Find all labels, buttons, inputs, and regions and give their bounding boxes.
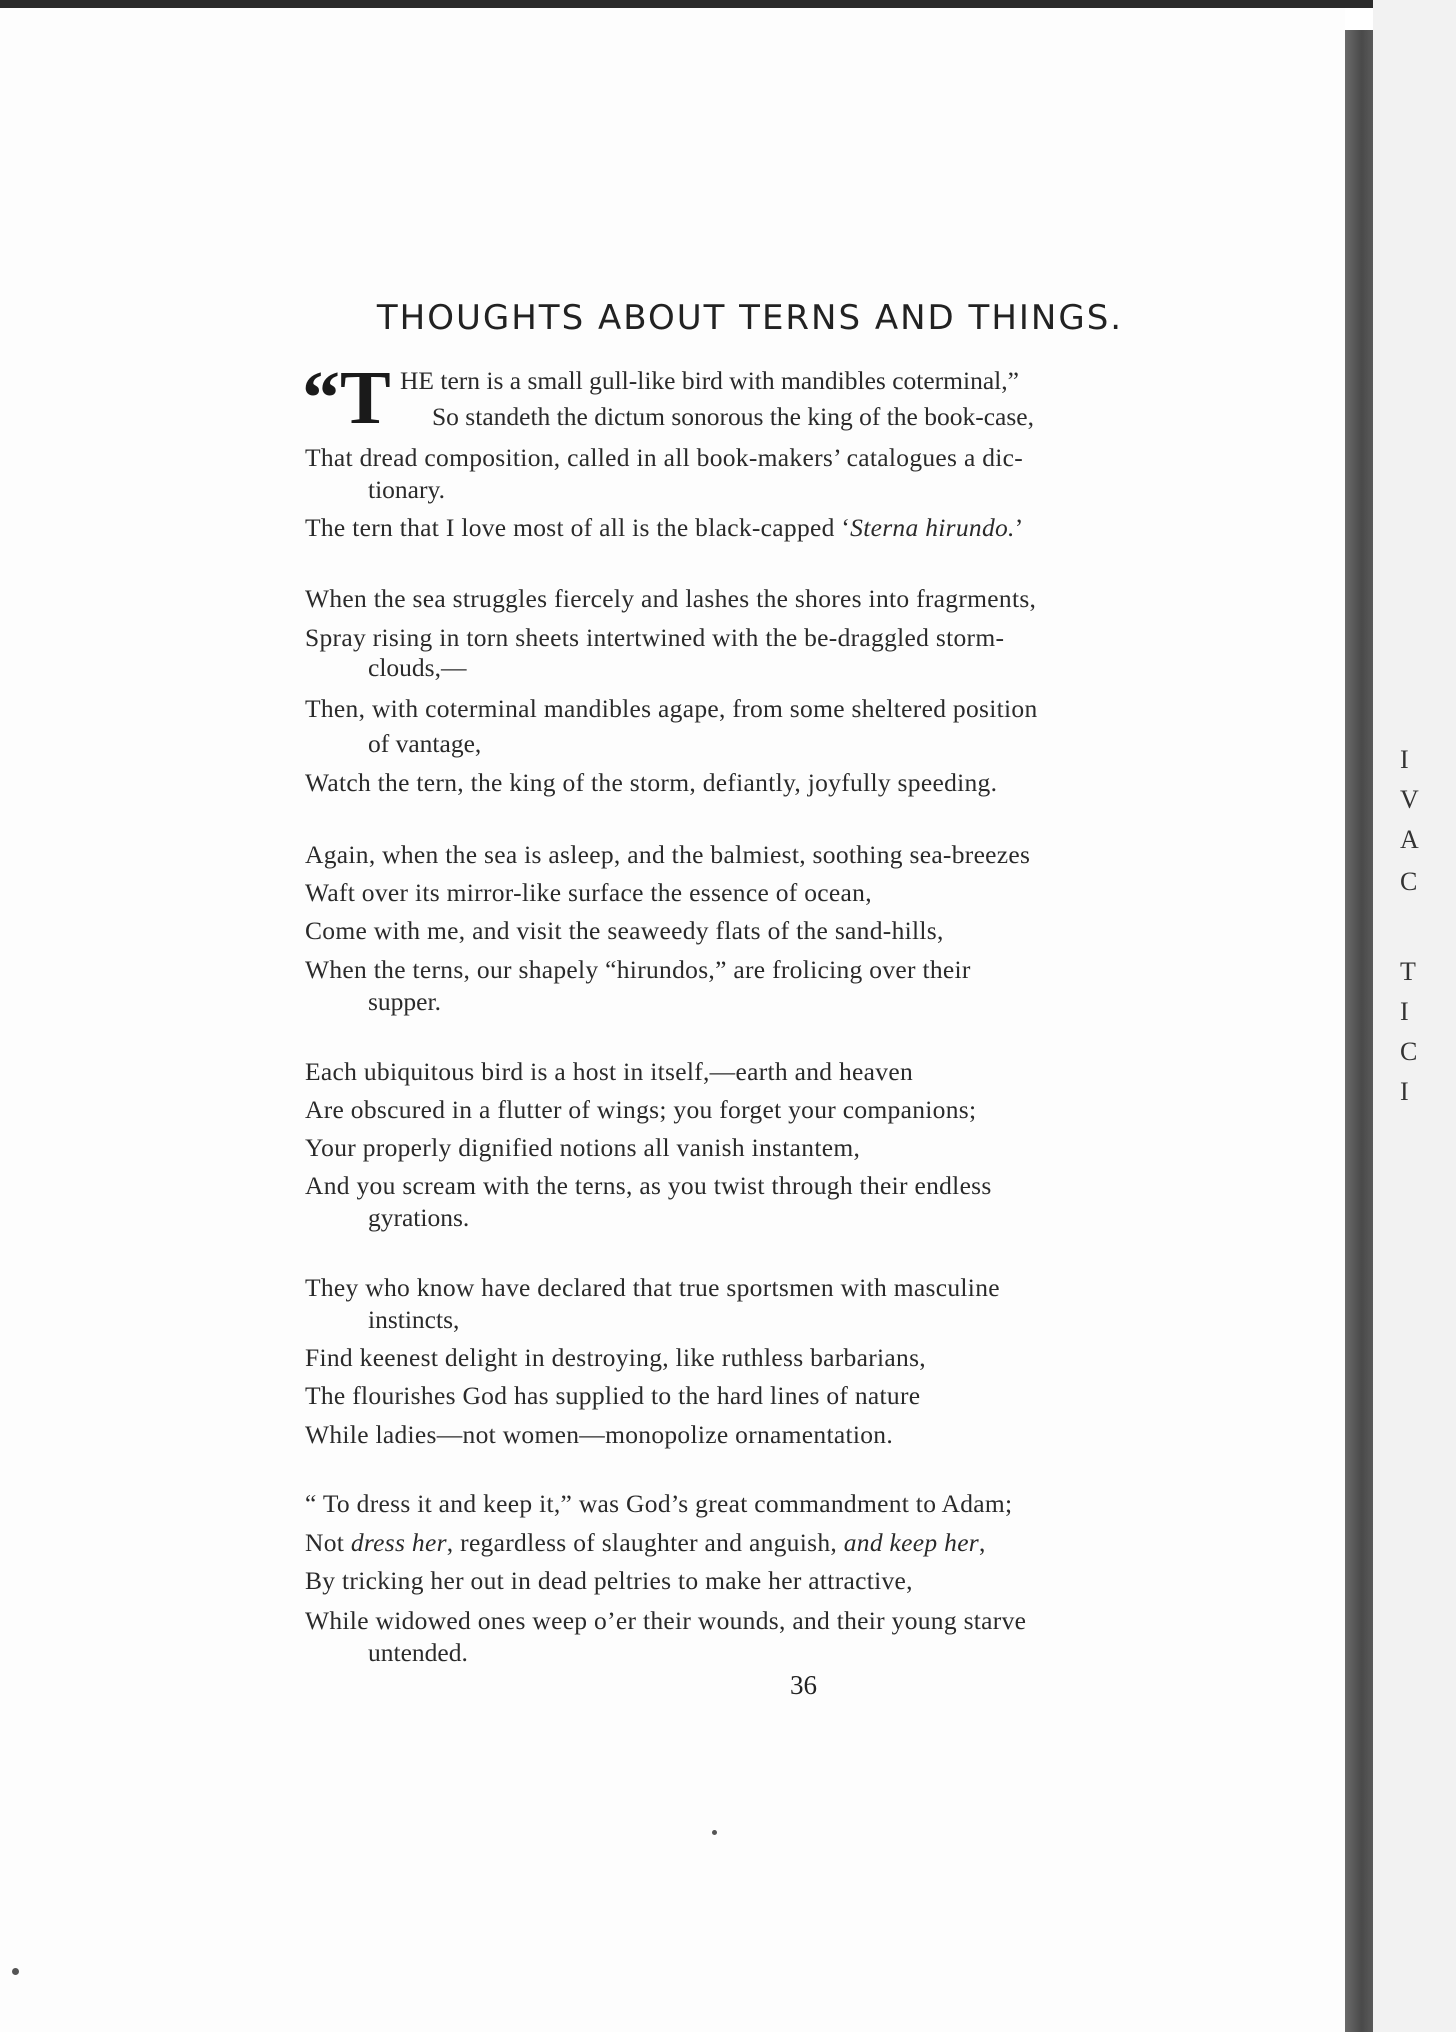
adjacent-page-letter: C — [1400, 867, 1418, 896]
poem-line: Each ubiquitous bird is a host in itself,—earth and heaven — [305, 1057, 914, 1086]
poem-line-continuation: clouds,— — [368, 653, 467, 682]
poem-line: Spray rising in torn sheets intertwined with the be-draggled storm- — [305, 623, 1005, 652]
poem-line: By tricking her out in dead peltries to make her attractive, — [305, 1566, 913, 1595]
adjacent-page-letter: C — [1400, 1037, 1418, 1066]
poem-line: Your properly dignified notions all vanish instantem, — [305, 1133, 861, 1162]
poem-line-continuation: of vantage, — [368, 729, 482, 758]
drop-cap: “T — [302, 356, 391, 440]
scan-speck — [712, 1830, 717, 1835]
adjacent-page-letter: I — [1400, 1077, 1409, 1106]
line-text: The tern that I love most of all is the black-capped ‘ — [305, 513, 851, 542]
page-number: 36 — [790, 1670, 817, 1700]
adjacent-page — [1373, 0, 1456, 2032]
poem-line: Again, when the sea is asleep, and the balmiest, soothing sea-breezes — [305, 840, 1031, 869]
italic-text: Sterna hirundo. — [850, 513, 1015, 542]
poem-line: Come with me, and visit the seaweedy flats of the sand-hills, — [305, 916, 944, 945]
line-text: , — [979, 1528, 986, 1557]
poem-line: Are obscured in a flutter of wings; you forget your companions; — [305, 1095, 977, 1124]
poem-line-continuation: tionary. — [368, 475, 445, 504]
poem-line: Find keenest delight in destroying, like ruthless barbarians, — [305, 1343, 926, 1372]
poem-line: Waft over its mirror-like surface the essence of ocean, — [305, 878, 872, 907]
adjacent-page-letter: T — [1400, 957, 1416, 986]
italic-text: dress her — [350, 1528, 447, 1557]
poem-line: While widowed ones weep o’er their wounds, and their young starve — [305, 1606, 1027, 1635]
poem-line: HE tern is a small gull-like bird with mandibles coterminal,” — [400, 366, 1019, 395]
poem-line: “ To dress it and keep it,” was God’s great commandment to Adam; — [305, 1489, 1013, 1518]
poem-line-continuation: untended. — [368, 1638, 468, 1667]
adjacent-page-letter: I — [1400, 997, 1409, 1026]
poem-line: Watch the tern, the king of the storm, defiantly, joyfully speeding. — [305, 768, 998, 797]
page-title: THOUGHTS ABOUT TERNS AND THINGS. — [376, 298, 1124, 338]
adjacent-page-letter: V — [1400, 785, 1419, 814]
poem-line: When the terns, our shapely “hirundos,” are frolicing over their — [305, 955, 971, 984]
adjacent-page-letter: I — [1400, 745, 1409, 774]
poem-line: The flourishes God has supplied to the hard lines of nature — [305, 1381, 921, 1410]
line-text: , regardless of slaughter and anguish, — [446, 1528, 844, 1557]
poem-line: They who know have declared that true sportsmen with masculine — [305, 1273, 1000, 1302]
poem-line-continuation: gyrations. — [368, 1203, 470, 1232]
book-spine-shadow — [1345, 30, 1373, 2032]
poem-line — [305, 513, 1295, 543]
poem-line: That dread composition, called in all book-makers’ catalogues a dic- — [305, 443, 1024, 472]
line-text: Not — [305, 1528, 351, 1557]
line-text: ’ — [1014, 513, 1024, 542]
adjacent-page-letter: A — [1400, 825, 1419, 854]
poem-line-continuation: supper. — [368, 987, 441, 1016]
poem-line: When the sea struggles fiercely and lashes the shores into fragrments, — [305, 584, 1037, 613]
poem-line: And you scream with the terns, as you twist through their endless — [305, 1171, 992, 1200]
scan-speck — [12, 1968, 19, 1975]
poem-line: So standeth the dictum sonorous the king of the book-case, — [432, 402, 1034, 431]
scan-top-edge — [0, 0, 1456, 8]
poem-line-continuation: instincts, — [368, 1305, 460, 1334]
poem-line: Then, with coterminal mandibles agape, from some sheltered position — [305, 694, 1038, 723]
poem-line — [305, 1528, 1295, 1558]
poem-line: While ladies—not women—monopolize ornamentation. — [305, 1420, 894, 1449]
italic-text: and keep her — [843, 1528, 980, 1557]
